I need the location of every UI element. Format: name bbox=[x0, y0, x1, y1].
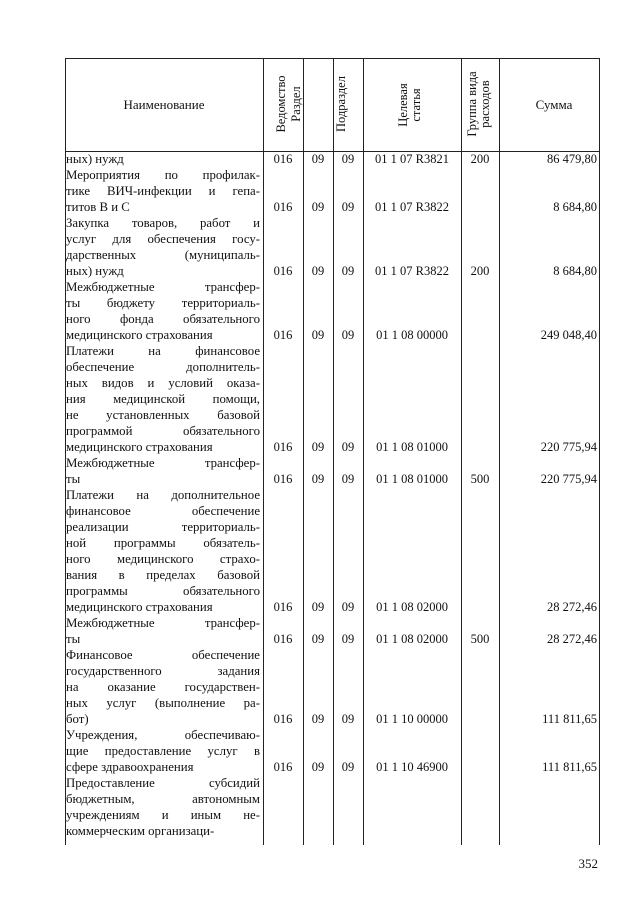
cell-group: 500 bbox=[470, 472, 490, 486]
row-name-line: учреждениям и иным не- bbox=[66, 808, 260, 822]
cell-target: 01 1 10 46900 bbox=[376, 760, 448, 774]
cell-dept: 016 bbox=[273, 328, 293, 342]
header-name: Наименование bbox=[123, 96, 205, 112]
header-dept: Ведомство bbox=[274, 75, 288, 133]
row-name-line: ты бюджету территориаль- bbox=[66, 296, 260, 310]
header-target-line2: статья bbox=[409, 88, 423, 122]
row-name-line: Мероприятия по профилак- bbox=[66, 168, 260, 182]
row-name-line: не установленных базовой bbox=[66, 408, 260, 422]
cell-dept: 016 bbox=[273, 600, 293, 614]
column-divider-1 bbox=[263, 58, 264, 845]
row-name-line: Межбюджетные трансфер- bbox=[66, 616, 260, 630]
row-name-line: Учреждения, обеспечиваю- bbox=[66, 728, 260, 742]
cell-dept: 016 bbox=[273, 264, 293, 278]
header-bottom-border bbox=[65, 151, 599, 152]
cell-section: 09 bbox=[311, 760, 325, 774]
cell-sum: 111 811,65 bbox=[542, 760, 597, 774]
cell-section: 09 bbox=[311, 152, 325, 166]
column-divider-4 bbox=[363, 58, 364, 845]
cell-sum: 8 684,80 bbox=[553, 200, 597, 214]
cell-target: 01 1 07 R3822 bbox=[375, 264, 449, 278]
row-name-line: Платежи на дополнительное bbox=[66, 488, 260, 502]
cell-section: 09 bbox=[311, 472, 325, 486]
cell-subsection: 09 bbox=[341, 152, 355, 166]
page-number: 352 bbox=[578, 856, 598, 871]
row-name-line: ных) нужд bbox=[66, 152, 124, 166]
cell-sum: 28 272,46 bbox=[547, 600, 597, 614]
cell-dept: 016 bbox=[273, 472, 293, 486]
cell-dept: 016 bbox=[273, 152, 293, 166]
row-name-line: ной программы обязатель- bbox=[66, 536, 260, 550]
row-name-line: ных видов и условий оказа- bbox=[66, 376, 260, 390]
column-divider-3 bbox=[333, 58, 334, 845]
cell-sum: 86 479,80 bbox=[547, 152, 597, 166]
header-group-line2: расходов bbox=[478, 80, 492, 128]
row-name-line: государственного задания bbox=[66, 664, 260, 678]
cell-target: 01 1 08 00000 bbox=[376, 328, 448, 342]
cell-subsection: 09 bbox=[341, 264, 355, 278]
cell-subsection: 09 bbox=[341, 200, 355, 214]
row-name-line: ных) нужд bbox=[66, 264, 124, 278]
cell-group: 500 bbox=[470, 632, 490, 646]
cell-target: 01 1 07 R3822 bbox=[375, 200, 449, 214]
cell-subsection: 09 bbox=[341, 328, 355, 342]
cell-subsection: 09 bbox=[341, 600, 355, 614]
cell-section: 09 bbox=[311, 200, 325, 214]
cell-section: 09 bbox=[311, 712, 325, 726]
row-name-line: обеспечение дополнитель- bbox=[66, 360, 260, 374]
cell-target: 01 1 08 01000 bbox=[376, 472, 448, 486]
cell-section: 09 bbox=[311, 632, 325, 646]
cell-group: 200 bbox=[470, 152, 490, 166]
row-name-line: вания в пределах базовой bbox=[66, 568, 260, 582]
row-name-line: ного фонда обязательного bbox=[66, 312, 260, 326]
cell-sum: 220 775,94 bbox=[540, 472, 597, 486]
row-name-line: ния медицинской помощи, bbox=[66, 392, 260, 406]
row-name-line: ты bbox=[66, 472, 81, 486]
row-name-line: программой обязательного bbox=[66, 424, 260, 438]
cell-subsection: 09 bbox=[341, 712, 355, 726]
row-name-line: на оказание государствен- bbox=[66, 680, 260, 694]
row-name-line: бот) bbox=[66, 712, 89, 726]
cell-target: 01 1 07 R3821 bbox=[375, 152, 449, 166]
column-divider-0 bbox=[65, 58, 66, 845]
header-target-line1: Целевая bbox=[396, 83, 410, 127]
cell-dept: 016 bbox=[273, 440, 293, 454]
cell-group: 200 bbox=[470, 264, 490, 278]
row-name-line: реализации территориаль- bbox=[66, 520, 260, 534]
column-divider-2 bbox=[303, 58, 304, 845]
row-name-line: ты bbox=[66, 632, 81, 646]
cell-sum: 249 048,40 bbox=[540, 328, 597, 342]
header-section: Раздел bbox=[289, 86, 303, 122]
row-name-line: Межбюджетные трансфер- bbox=[66, 280, 260, 294]
row-name-line: сфере здравоохранения bbox=[66, 760, 194, 774]
cell-section: 09 bbox=[311, 440, 325, 454]
row-name-line: щие предоставление услуг в bbox=[66, 744, 260, 758]
cell-dept: 016 bbox=[273, 200, 293, 214]
row-name-line: дарственных (муниципаль- bbox=[66, 248, 260, 262]
cell-dept: 016 bbox=[273, 760, 293, 774]
row-name-line: медицинского страхования bbox=[66, 328, 213, 342]
header-group-line1: Группа вида bbox=[465, 71, 479, 137]
row-name-line: медицинского страхования bbox=[66, 440, 213, 454]
row-name-line: ных услуг (выполнение ра- bbox=[66, 696, 260, 710]
cell-subsection: 09 bbox=[341, 760, 355, 774]
cell-sum: 220 775,94 bbox=[540, 440, 597, 454]
row-name-line: тике ВИЧ-инфекции и гепа- bbox=[66, 184, 260, 198]
table-top-border bbox=[65, 58, 599, 59]
cell-sum: 111 811,65 bbox=[542, 712, 597, 726]
row-name-line: медицинского страхования bbox=[66, 600, 213, 614]
column-divider-7 bbox=[599, 58, 600, 845]
column-divider-6 bbox=[499, 58, 500, 845]
header-subsection: Подраздел bbox=[334, 76, 348, 132]
header-sum: Сумма bbox=[535, 96, 573, 112]
cell-sum: 28 272,46 bbox=[547, 632, 597, 646]
cell-section: 09 bbox=[311, 600, 325, 614]
cell-subsection: 09 bbox=[341, 440, 355, 454]
cell-dept: 016 bbox=[273, 712, 293, 726]
cell-subsection: 09 bbox=[341, 472, 355, 486]
row-name-line: программы обязательного bbox=[66, 584, 260, 598]
row-name-line: услуг для обеспечения госу- bbox=[66, 232, 260, 246]
row-name-line: Предоставление субсидий bbox=[66, 776, 260, 790]
column-divider-5 bbox=[461, 58, 462, 845]
cell-target: 01 1 10 00000 bbox=[376, 712, 448, 726]
row-name-line: Межбюджетные трансфер- bbox=[66, 456, 260, 470]
cell-target: 01 1 08 02000 bbox=[376, 632, 448, 646]
row-name-line: ного медицинского страхо- bbox=[66, 552, 260, 566]
cell-target: 01 1 08 01000 bbox=[376, 440, 448, 454]
row-name-line: титов В и С bbox=[66, 200, 130, 214]
header-target bbox=[397, 65, 427, 145]
cell-dept: 016 bbox=[273, 632, 293, 646]
cell-section: 09 bbox=[311, 328, 325, 342]
header-group bbox=[466, 59, 494, 149]
cell-target: 01 1 08 02000 bbox=[376, 600, 448, 614]
row-name-line: бюджетным, автономным bbox=[66, 792, 260, 806]
cell-sum: 8 684,80 bbox=[553, 264, 597, 278]
cell-subsection: 09 bbox=[341, 632, 355, 646]
row-name-line: Закупка товаров, работ и bbox=[66, 216, 260, 230]
cell-section: 09 bbox=[311, 264, 325, 278]
row-name-line: Платежи на финансовое bbox=[66, 344, 260, 358]
row-name-line: Финансовое обеспечение bbox=[66, 648, 260, 662]
row-name-line: финансовое обеспечение bbox=[66, 504, 260, 518]
row-name-line: коммерческим организаци- bbox=[66, 824, 215, 838]
